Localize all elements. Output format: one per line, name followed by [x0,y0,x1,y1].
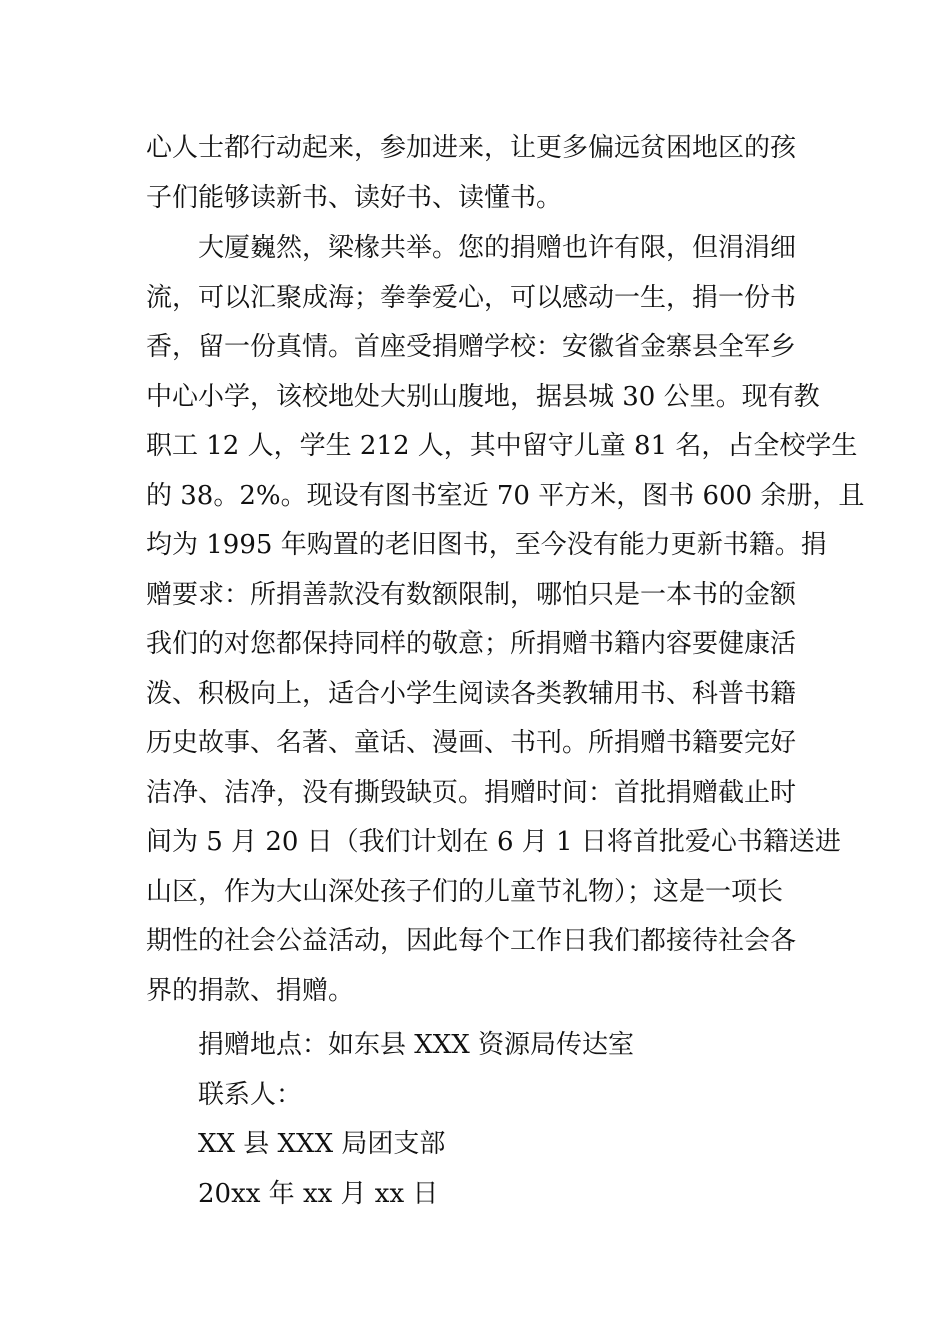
paragraph-line: 间为 5 月 20 日（我们计划在 6 月 1 日将首批爱心书籍送进 [146,827,841,857]
document-date: 20xx 年 xx 月 xx 日 [198,1178,439,1209]
paragraph-line: 职工 12 人，学生 212 人，其中留守儿童 81 名，占全校学生 [146,431,858,461]
paragraph-continuation [146,124,818,223]
paragraph-line: 子们能够读新书、读好书、读懂书。 [146,182,563,213]
paragraph-line: 香，留一份真情。首座受捐赠学校：安徽省金寨县全军乡 [146,332,797,362]
paragraph-line: 心人士都行动起来，参加进来，让更多偏远贫困地区的孩 [146,133,797,163]
donation-location: 捐赠地点：如东县 XXX 资源局传达室 [198,1030,635,1060]
paragraph-line: 流，可以汇聚成海；拳拳爱心，可以感动一生，捐一份书 [146,282,797,313]
paragraph-line: 界的捐款、捐赠。 [146,975,355,1006]
paragraph-line: 大厦巍然，梁椽共举。您的捐赠也许有限，但涓涓细 [198,233,797,263]
contact-person: 联系人： [198,1079,303,1110]
paragraph-line: 我们的对您都保持同样的敬意；所捐赠书籍内容要健康活 [146,629,797,659]
paragraph-line: 洁净、洁净，没有撕毁缺页。捐赠时间：首批捐赠截止时 [146,777,797,808]
paragraph-line: 山区，作为大山深处孩子们的儿童节礼物）；这是一项长 [146,876,784,907]
paragraph-line: 均为 1995 年购置的老旧图书，至今没有能力更新书籍。捐 [146,530,827,560]
paragraph-donation-details [146,224,865,1016]
paragraph-line: 赠要求：所捐善款没有数额限制，哪怕只是一本书的金额 [146,579,797,610]
paragraph-line: 泼、积极向上，适合小学生阅读各类教辅用书、科普书籍 [146,678,797,709]
closing-info [146,1021,818,1219]
paragraph-line: 历史故事、名著、童话、漫画、书刊。所捐赠书籍要完好 [146,728,797,758]
organization-name: XX 县 XXX 局团支部 [198,1129,446,1159]
paragraph-line: 期性的社会公益活动，因此每个工作日我们都接待社会各 [146,926,797,956]
paragraph-line: 的 38。2%。现设有图书室近 70 平方米，图书 600 余册，且 [146,480,865,511]
paragraph-line: 中心小学，该校地处大别山腹地，据县城 30 公里。现有教 [146,381,820,412]
